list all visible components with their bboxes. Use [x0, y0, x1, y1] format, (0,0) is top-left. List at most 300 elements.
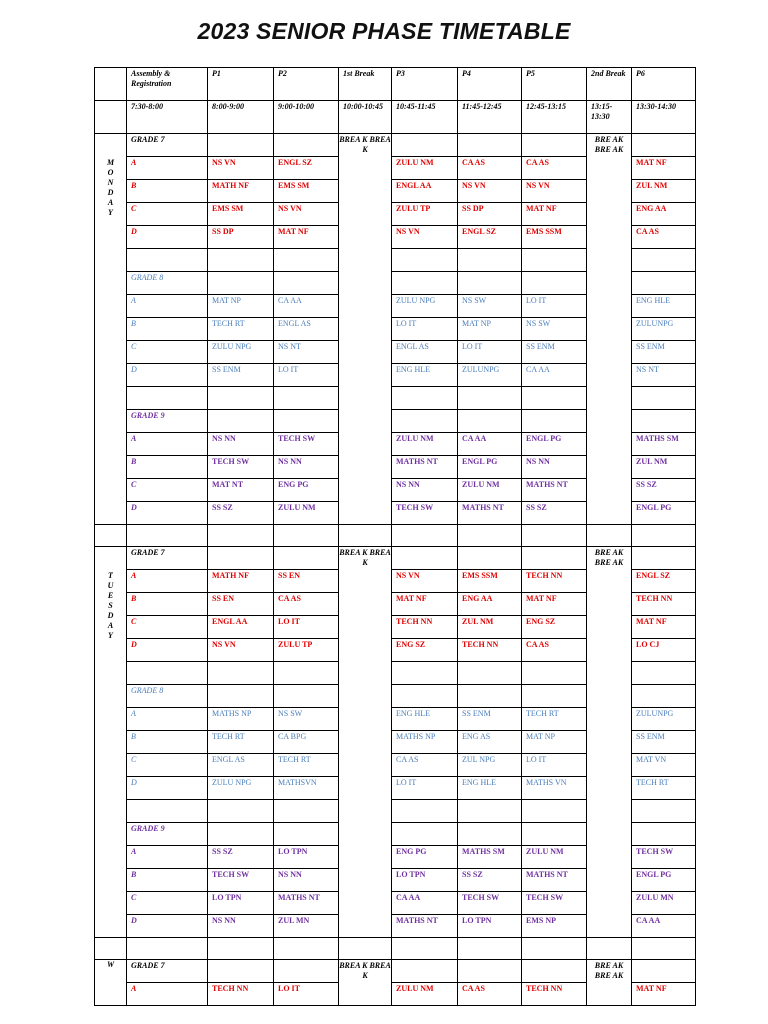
empty-cell — [208, 960, 274, 983]
empty-cell — [632, 685, 696, 708]
lesson-cell: ENGL SZ — [274, 157, 339, 180]
second-break-cell: BRE AK BRE AK — [587, 960, 632, 1006]
lesson-cell: ZULU MN — [632, 892, 696, 915]
lesson-cell: SS EN — [274, 570, 339, 593]
class-label: A — [127, 983, 208, 1006]
lesson-cell: ZULU NM — [458, 479, 522, 502]
first-break-cell: BREA K BREA K — [339, 134, 392, 525]
lesson-cell: ENG HLE — [392, 708, 458, 731]
empty-cell — [392, 272, 458, 295]
lesson-cell: ZULU NM — [392, 433, 458, 456]
class-label: B — [127, 869, 208, 892]
lesson-cell: MATHS NT — [522, 479, 587, 502]
empty-cell — [458, 800, 522, 823]
lesson-cell: SS ENM — [632, 341, 696, 364]
class-label: A — [127, 846, 208, 869]
empty-cell — [458, 249, 522, 272]
lesson-cell: TECH SW — [208, 456, 274, 479]
lesson-cell: MATHS NT — [274, 892, 339, 915]
lesson-cell: MAT NP — [522, 731, 587, 754]
empty-cell — [274, 938, 339, 960]
lesson-cell: TECH NN — [392, 616, 458, 639]
lesson-cell: LO IT — [392, 777, 458, 800]
lesson-cell: MAT NF — [632, 616, 696, 639]
day-label-cell — [95, 134, 127, 525]
lesson-cell: CA AA — [522, 364, 587, 387]
empty-cell — [208, 800, 274, 823]
empty-cell — [274, 547, 339, 570]
empty-cell — [522, 547, 587, 570]
lesson-cell: ZUL NM — [632, 180, 696, 203]
empty-cell — [208, 134, 274, 157]
lesson-cell: MATH NF — [208, 570, 274, 593]
empty-cell — [522, 685, 587, 708]
empty-cell — [632, 249, 696, 272]
lesson-cell: TECH SW — [274, 433, 339, 456]
lesson-cell: ZULUNPG — [632, 708, 696, 731]
lesson-cell: LO TPN — [458, 915, 522, 938]
empty-cell — [632, 410, 696, 433]
empty-cell — [632, 960, 696, 983]
empty-cell — [392, 685, 458, 708]
empty-cell — [392, 387, 458, 410]
lesson-cell: TECH SW — [522, 892, 587, 915]
lesson-cell: MAT NF — [522, 203, 587, 226]
lesson-cell: LO IT — [458, 341, 522, 364]
empty-cell — [274, 272, 339, 295]
lesson-cell: EMS SSM — [458, 570, 522, 593]
table-row — [95, 101, 696, 134]
grade-label: GRADE 8 — [127, 272, 208, 295]
empty-cell — [587, 525, 632, 547]
empty-cell — [522, 249, 587, 272]
empty-cell — [632, 547, 696, 570]
lesson-cell: NS NN — [208, 433, 274, 456]
lesson-cell: TECH NN — [522, 983, 587, 1006]
empty-cell — [274, 134, 339, 157]
lesson-cell: CA AS — [458, 157, 522, 180]
class-label: A — [127, 157, 208, 180]
second-break-cell: BRE AK BRE AK — [587, 547, 632, 938]
empty-cell — [208, 823, 274, 846]
lesson-cell: ZUL NPG — [458, 754, 522, 777]
lesson-cell: SS ENM — [522, 341, 587, 364]
empty-cell — [274, 685, 339, 708]
lesson-cell: ENG SZ — [392, 639, 458, 662]
corner-cell — [95, 68, 127, 101]
empty-cell — [392, 249, 458, 272]
empty-cell — [632, 823, 696, 846]
header-time: 7:30-8:00 — [127, 101, 208, 134]
day-name: TUESDAY — [107, 571, 114, 640]
table-row — [95, 938, 696, 960]
lesson-cell: TECH SW — [632, 846, 696, 869]
lesson-cell: TECH SW — [392, 502, 458, 525]
header-label: P6 — [632, 68, 696, 101]
empty-cell — [632, 387, 696, 410]
day-name: W — [106, 960, 115, 969]
lesson-cell: SS SZ — [208, 502, 274, 525]
lesson-cell: ZULUNPG — [458, 364, 522, 387]
empty-cell — [274, 800, 339, 823]
lesson-cell: SS SZ — [458, 869, 522, 892]
empty-cell — [274, 410, 339, 433]
lesson-cell: NS VN — [392, 570, 458, 593]
empty-cell — [274, 249, 339, 272]
lesson-cell: NS SW — [274, 708, 339, 731]
lesson-cell: ENG AA — [632, 203, 696, 226]
empty-cell — [458, 662, 522, 685]
lesson-cell: CA AS — [632, 226, 696, 249]
empty-cell — [458, 685, 522, 708]
first-break-cell: BREA K BREA K — [339, 547, 392, 938]
lesson-cell: ENGL AA — [392, 180, 458, 203]
lesson-cell: ENGL SZ — [458, 226, 522, 249]
lesson-cell: MAT NP — [458, 318, 522, 341]
empty-cell — [587, 938, 632, 960]
lesson-cell: TECH RT — [208, 731, 274, 754]
lesson-cell: SS ENM — [632, 731, 696, 754]
class-label: C — [127, 203, 208, 226]
lesson-cell: MATHS NT — [392, 456, 458, 479]
lesson-cell: ZULU TP — [392, 203, 458, 226]
table-row — [95, 68, 696, 101]
lesson-cell: EMS SM — [208, 203, 274, 226]
empty-cell — [392, 134, 458, 157]
lesson-cell: ZULU NPG — [208, 777, 274, 800]
lesson-cell: MAT NF — [392, 593, 458, 616]
lesson-cell: LO TPN — [392, 869, 458, 892]
lesson-cell: ENG SZ — [522, 616, 587, 639]
lesson-cell: NS VN — [208, 639, 274, 662]
lesson-cell: MATHS NT — [392, 915, 458, 938]
class-label: B — [127, 318, 208, 341]
lesson-cell: NS NN — [208, 915, 274, 938]
empty-cell — [392, 410, 458, 433]
empty-cell — [458, 387, 522, 410]
lesson-cell: LO IT — [522, 295, 587, 318]
lesson-cell: LO IT — [274, 364, 339, 387]
day-label-cell — [95, 547, 127, 938]
lesson-cell: NS NN — [392, 479, 458, 502]
empty-cell — [632, 525, 696, 547]
corner-cell — [95, 101, 127, 134]
empty-cell — [392, 525, 458, 547]
empty-cell — [632, 938, 696, 960]
empty-cell — [95, 938, 127, 960]
empty-cell — [632, 134, 696, 157]
lesson-cell: TECH RT — [274, 754, 339, 777]
empty-cell — [632, 800, 696, 823]
lesson-cell: MAT NF — [632, 983, 696, 1006]
lesson-cell: CA AS — [458, 983, 522, 1006]
empty-cell — [522, 410, 587, 433]
first-break-cell: BREA K BREA K — [339, 960, 392, 1006]
table-row — [95, 134, 696, 157]
lesson-cell: ENGL SZ — [632, 570, 696, 593]
lesson-cell: ENGL AS — [392, 341, 458, 364]
lesson-cell: TECH SW — [458, 892, 522, 915]
lesson-cell: NS NN — [274, 869, 339, 892]
class-label: C — [127, 479, 208, 502]
lesson-cell: TECH SW — [208, 869, 274, 892]
lesson-cell: TECH RT — [632, 777, 696, 800]
empty-cell — [522, 272, 587, 295]
empty-cell — [274, 960, 339, 983]
class-label: B — [127, 180, 208, 203]
lesson-cell: ZULU NM — [274, 502, 339, 525]
lesson-cell: ENG HLE — [632, 295, 696, 318]
header-time: 8:00-9:00 — [208, 101, 274, 134]
lesson-cell: ENGL PG — [632, 869, 696, 892]
timetable — [94, 67, 696, 1006]
lesson-cell: ZUL MN — [274, 915, 339, 938]
lesson-cell: CA BPG — [274, 731, 339, 754]
lesson-cell: MAT VN — [632, 754, 696, 777]
lesson-cell: ENG HLE — [392, 364, 458, 387]
class-label: B — [127, 456, 208, 479]
class-label: D — [127, 777, 208, 800]
class-label: D — [127, 639, 208, 662]
empty-cell — [208, 272, 274, 295]
lesson-cell: EMS SSM — [522, 226, 587, 249]
class-label: D — [127, 226, 208, 249]
lesson-cell: MAT NT — [208, 479, 274, 502]
lesson-cell: MAT NF — [522, 593, 587, 616]
lesson-cell: ENGL PG — [632, 502, 696, 525]
empty-cell — [127, 800, 208, 823]
class-label: B — [127, 593, 208, 616]
empty-cell — [127, 938, 208, 960]
lesson-cell: LO IT — [392, 318, 458, 341]
empty-cell — [127, 387, 208, 410]
empty-cell — [458, 938, 522, 960]
empty-cell — [522, 134, 587, 157]
lesson-cell: SS ENM — [458, 708, 522, 731]
lesson-cell: TECH NN — [632, 593, 696, 616]
lesson-cell: EMS SM — [274, 180, 339, 203]
empty-cell — [522, 960, 587, 983]
grade-label: GRADE 7 — [127, 547, 208, 570]
empty-cell — [392, 938, 458, 960]
header-time: 13:15-13:30 — [587, 101, 632, 134]
lesson-cell: TECH RT — [522, 708, 587, 731]
lesson-cell: NS NT — [632, 364, 696, 387]
empty-cell — [522, 823, 587, 846]
empty-cell — [458, 134, 522, 157]
second-break-cell: BRE AK BRE AK — [587, 134, 632, 525]
lesson-cell: SS SZ — [632, 479, 696, 502]
lesson-cell: ZULUNPG — [632, 318, 696, 341]
header-time: 12:45-13:15 — [522, 101, 587, 134]
empty-cell — [95, 525, 127, 547]
lesson-cell: ENGL PG — [458, 456, 522, 479]
lesson-cell: LO TPN — [274, 846, 339, 869]
lesson-cell: LO IT — [522, 754, 587, 777]
header-time: 10:45-11:45 — [392, 101, 458, 134]
lesson-cell: MATHS NP — [208, 708, 274, 731]
grade-label: GRADE 7 — [127, 960, 208, 983]
lesson-cell: MAT NF — [274, 226, 339, 249]
lesson-cell: LO TPN — [208, 892, 274, 915]
lesson-cell: ENG AS — [458, 731, 522, 754]
lesson-cell: CA AA — [458, 433, 522, 456]
empty-cell — [458, 272, 522, 295]
grade-label: GRADE 9 — [127, 410, 208, 433]
lesson-cell: MATHS NP — [392, 731, 458, 754]
page-title: 2023 SENIOR PHASE TIMETABLE — [197, 18, 571, 44]
header-label: P3 — [392, 68, 458, 101]
lesson-cell: LO IT — [274, 616, 339, 639]
class-label: C — [127, 754, 208, 777]
lesson-cell: CA AS — [522, 639, 587, 662]
class-label: D — [127, 502, 208, 525]
lesson-cell: ENG AA — [458, 593, 522, 616]
class-label: A — [127, 570, 208, 593]
empty-cell — [392, 960, 458, 983]
grade-label: GRADE 8 — [127, 685, 208, 708]
lesson-cell: TECH NN — [458, 639, 522, 662]
lesson-cell: NS NN — [522, 456, 587, 479]
lesson-cell: ZULU TP — [274, 639, 339, 662]
header-label: 1st Break — [339, 68, 392, 101]
lesson-cell: TECH NN — [522, 570, 587, 593]
lesson-cell: ZUL NM — [632, 456, 696, 479]
lesson-cell: ZULU NM — [392, 983, 458, 1006]
lesson-cell: MATHSVN — [274, 777, 339, 800]
empty-cell — [392, 662, 458, 685]
header-time: 11:45-12:45 — [458, 101, 522, 134]
table-row — [95, 547, 696, 570]
empty-cell — [274, 525, 339, 547]
empty-cell — [208, 938, 274, 960]
empty-cell — [274, 662, 339, 685]
lesson-cell: LO CJ — [632, 639, 696, 662]
lesson-cell: CA AA — [392, 892, 458, 915]
table-row — [95, 525, 696, 547]
empty-cell — [392, 800, 458, 823]
empty-cell — [522, 938, 587, 960]
empty-cell — [522, 525, 587, 547]
lesson-cell: ZULU NPG — [208, 341, 274, 364]
empty-cell — [274, 823, 339, 846]
header-time: 10:00-10:45 — [339, 101, 392, 134]
empty-cell — [632, 272, 696, 295]
empty-cell — [208, 547, 274, 570]
empty-cell — [392, 823, 458, 846]
empty-cell — [458, 525, 522, 547]
empty-cell — [458, 823, 522, 846]
lesson-cell: NS VN — [392, 226, 458, 249]
day-name: MONDAY — [106, 158, 115, 217]
grade-label: GRADE 9 — [127, 823, 208, 846]
lesson-cell: TECH NN — [208, 983, 274, 1006]
class-label: C — [127, 892, 208, 915]
lesson-cell: EMS NP — [522, 915, 587, 938]
lesson-cell: MATHS NT — [522, 869, 587, 892]
empty-cell — [208, 410, 274, 433]
empty-cell — [522, 800, 587, 823]
lesson-cell: NS NN — [274, 456, 339, 479]
lesson-cell: MATHS SM — [632, 433, 696, 456]
empty-cell — [458, 547, 522, 570]
empty-cell — [522, 387, 587, 410]
lesson-cell: LO IT — [274, 983, 339, 1006]
empty-cell — [127, 525, 208, 547]
empty-cell — [208, 685, 274, 708]
header-label: P1 — [208, 68, 274, 101]
empty-cell — [208, 387, 274, 410]
header-time: 13:30-14:30 — [632, 101, 696, 134]
table-row — [95, 960, 696, 983]
empty-cell — [458, 410, 522, 433]
lesson-cell: NS NT — [274, 341, 339, 364]
empty-cell — [522, 662, 587, 685]
empty-cell — [339, 525, 392, 547]
lesson-cell: MATHS VN — [522, 777, 587, 800]
lesson-cell: NS VN — [458, 180, 522, 203]
lesson-cell: ZUL NM — [458, 616, 522, 639]
header-label: P2 — [274, 68, 339, 101]
lesson-cell: MATH NF — [208, 180, 274, 203]
lesson-cell: ENGL AS — [208, 754, 274, 777]
lesson-cell: SS EN — [208, 593, 274, 616]
class-label: D — [127, 364, 208, 387]
lesson-cell: SS SZ — [208, 846, 274, 869]
lesson-cell: NS VN — [522, 180, 587, 203]
header-time: 9:00-10:00 — [274, 101, 339, 134]
empty-cell — [208, 662, 274, 685]
lesson-cell: ENGL AS — [274, 318, 339, 341]
empty-cell — [392, 547, 458, 570]
empty-cell — [632, 662, 696, 685]
empty-cell — [208, 525, 274, 547]
class-label: B — [127, 731, 208, 754]
class-label: A — [127, 295, 208, 318]
class-label: C — [127, 341, 208, 364]
lesson-cell: ENG PG — [274, 479, 339, 502]
lesson-cell: MATHS NT — [458, 502, 522, 525]
day-label-cell — [95, 960, 127, 1006]
class-label: A — [127, 708, 208, 731]
class-label: A — [127, 433, 208, 456]
lesson-cell: SS ENM — [208, 364, 274, 387]
header-label: Assembly & Registration — [127, 68, 208, 101]
lesson-cell: MAT NP — [208, 295, 274, 318]
header-label: 2nd Break — [587, 68, 632, 101]
empty-cell — [458, 960, 522, 983]
lesson-cell: ENGL AA — [208, 616, 274, 639]
lesson-cell: SS DP — [208, 226, 274, 249]
header-label: P4 — [458, 68, 522, 101]
lesson-cell: CA AS — [522, 157, 587, 180]
empty-cell — [274, 387, 339, 410]
lesson-cell: ENG HLE — [458, 777, 522, 800]
header-label: P5 — [522, 68, 587, 101]
lesson-cell: NS SW — [522, 318, 587, 341]
class-label: C — [127, 616, 208, 639]
lesson-cell: ZULU NPG — [392, 295, 458, 318]
empty-cell — [127, 249, 208, 272]
lesson-cell: NS VN — [274, 203, 339, 226]
lesson-cell: ZULU NM — [522, 846, 587, 869]
lesson-cell: ENG PG — [392, 846, 458, 869]
empty-cell — [208, 249, 274, 272]
lesson-cell: MATHS SM — [458, 846, 522, 869]
lesson-cell: TECH RT — [208, 318, 274, 341]
lesson-cell: NS SW — [458, 295, 522, 318]
lesson-cell: SS DP — [458, 203, 522, 226]
